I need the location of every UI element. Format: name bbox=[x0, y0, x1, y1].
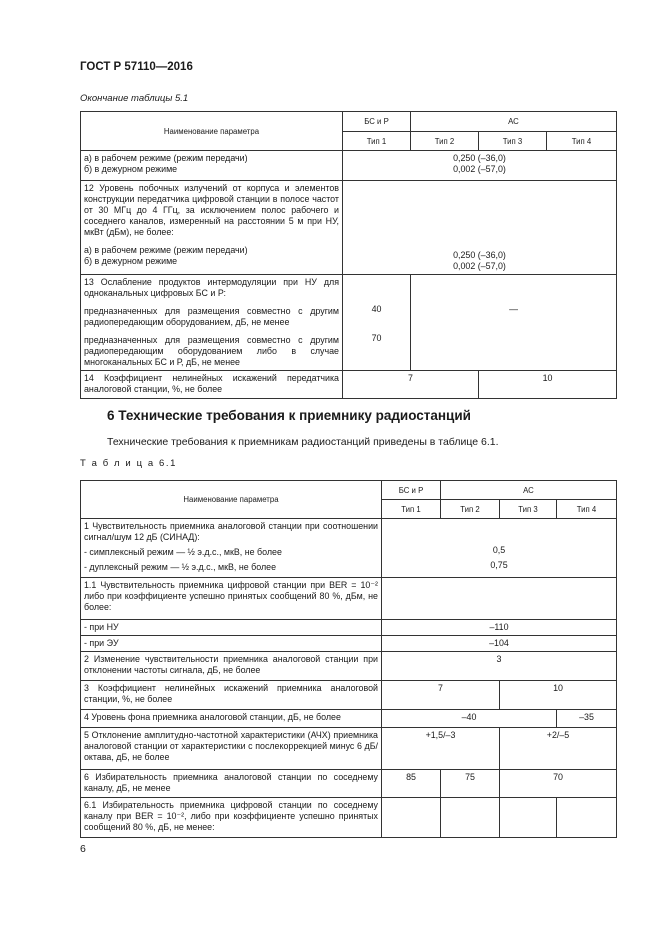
value-12-a: 0,250 (–36,0) bbox=[453, 250, 506, 260]
table-5-1 bbox=[80, 111, 617, 399]
header-bs: БС и Р bbox=[382, 481, 441, 500]
row-1-1-a: - при НУ bbox=[81, 620, 382, 636]
value-12-b: 0,002 (–57,0) bbox=[453, 261, 506, 271]
row-4: 4 Уровень фона приемника аналоговой станции, дБ, не более bbox=[81, 710, 382, 728]
value-14-v2: 10 bbox=[479, 371, 617, 399]
row-5 bbox=[81, 728, 382, 770]
value-13-v1: 40 bbox=[371, 304, 382, 314]
header-type1: Тип 1 bbox=[343, 132, 411, 151]
row-3 bbox=[81, 681, 382, 710]
value-1-1-a: –110 bbox=[382, 620, 617, 636]
table-5-1-caption: Окончание таблицы 5.1 bbox=[80, 93, 189, 104]
table-6-1-caption: Т а б л и ц а 6.1 bbox=[80, 458, 177, 469]
row-1-a: - симплексный режим — ½ э.д.с., мкВ, не более bbox=[84, 547, 282, 557]
value-13-bs bbox=[343, 275, 411, 371]
page-number: 6 bbox=[80, 843, 86, 855]
value-14-v1: 7 bbox=[343, 371, 479, 399]
row-5-title: 5 Отклонение амплитудно-частотной характеристики (АЧХ) приемника аналоговой станции от характеристики с послекоррекцией минус 6 дБ/октава, дБ, не более bbox=[84, 730, 378, 762]
value-12 bbox=[343, 181, 617, 275]
table-6-1 bbox=[80, 480, 617, 838]
row-1 bbox=[81, 519, 382, 578]
value-mode-b: 0,002 (–57,0) bbox=[453, 164, 506, 174]
value-13-v2: 70 bbox=[371, 333, 382, 343]
value-1-1 bbox=[382, 578, 617, 620]
value-1 bbox=[382, 519, 617, 578]
row-mode-b: б) в дежурном режиме bbox=[84, 164, 178, 174]
value-1-b: 0,75 bbox=[490, 560, 508, 570]
row-12-title: 12 Уровень побочных излучений от корпуса и элементов конструкции передатчика цифровой станции в полосе частот от 30 МГц до 4 ГГц, за исключением полос рабочего и соседнего каналов, измеренный на расстоянии 5 м при НУ, мкВт (дБм), не более: bbox=[84, 183, 339, 237]
header-type2: Тип 2 bbox=[411, 132, 479, 151]
row-1-b: - дуплексный режим — ½ э.д.с., мкВ, не более bbox=[84, 562, 277, 572]
document-header: ГОСТ Р 57110—2016 bbox=[80, 61, 193, 73]
row-2 bbox=[81, 652, 382, 681]
header-type4: Тип 4 bbox=[547, 132, 617, 151]
row-13-p1: предназначенных для размещения совместно с другим радиопередающим оборудованием, дБ, не менее bbox=[84, 306, 339, 327]
value-2: 3 bbox=[382, 652, 617, 681]
header-type1: Тип 1 bbox=[382, 500, 441, 519]
value-mode-a: 0,250 (–36,0) bbox=[453, 153, 506, 163]
row-13-title: 13 Ослабление продуктов интермодуляции при НУ для одноканальных цифровых БС и Р: bbox=[84, 277, 339, 298]
value-13-as bbox=[411, 275, 617, 371]
value-5-v2: +2/–5 bbox=[500, 728, 617, 770]
value-3-v2: 10 bbox=[500, 681, 617, 710]
header-type2: Тип 2 bbox=[441, 500, 500, 519]
row-1-1 bbox=[81, 578, 382, 620]
value-mode bbox=[343, 151, 617, 181]
value-1-1-b: –104 bbox=[382, 636, 617, 652]
header-param: Наименование параметра bbox=[81, 481, 382, 519]
row-6-1 bbox=[81, 798, 382, 838]
value-6-1-c4 bbox=[557, 798, 617, 838]
value-6-v3: 70 bbox=[500, 770, 617, 798]
header-type3: Тип 3 bbox=[500, 500, 557, 519]
header-type3: Тип 3 bbox=[479, 132, 547, 151]
row-12-a: а) в рабочем режиме (режим передачи) bbox=[84, 245, 248, 255]
row-6 bbox=[81, 770, 382, 798]
row-12-b: б) в дежурном режиме bbox=[84, 256, 178, 266]
header-bs: БС и Р bbox=[343, 112, 411, 132]
header-param: Наименование параметра bbox=[81, 112, 343, 151]
row-1-1-b: - при ЭУ bbox=[81, 636, 382, 652]
row-13 bbox=[81, 275, 343, 371]
row-1-title: 1 Чувствительность приемника аналоговой станции при соотношении сигнал/шум 12 дБ (СИНАД): bbox=[84, 521, 378, 542]
row-12 bbox=[81, 181, 343, 275]
value-13-dash: — bbox=[509, 304, 518, 314]
row-13-p2: предназначенных для размещения совместно с другим радиопередающим оборудованием либо в случае многоканальных БС и Р, дБ, не менее bbox=[84, 335, 339, 367]
value-5-v1: +1,5/–3 bbox=[382, 728, 500, 770]
value-3-v1: 7 bbox=[382, 681, 500, 710]
value-4-v2: –35 bbox=[557, 710, 617, 728]
row-3-title: 3 Коэффициент нелинейных искажений приемника аналоговой станции, %, не более bbox=[84, 683, 378, 704]
row-6-title: 6 Избирательность приемника аналоговой станции по соседнему каналу, дБ, не менее bbox=[84, 772, 378, 793]
row-14 bbox=[81, 371, 343, 399]
value-6-1-c3 bbox=[500, 798, 557, 838]
header-as: АС bbox=[411, 112, 617, 132]
value-1-a: 0,5 bbox=[492, 545, 506, 555]
value-6-1-c1 bbox=[382, 798, 441, 838]
row-1-1-title: 1.1 Чувствительность приемника цифровой станции при BER = 10⁻² либо при коэффициенте успешно принятых сообщений 80 %, дБм, не более: bbox=[84, 580, 378, 612]
value-6-1-c2 bbox=[441, 798, 500, 838]
value-6-v1: 85 bbox=[382, 770, 441, 798]
value-6-v2: 75 bbox=[441, 770, 500, 798]
row-14-title: 14 Коэффициент нелинейных искажений передатчика аналоговой станции, %, не более bbox=[84, 373, 339, 394]
header-as: АС bbox=[441, 481, 617, 500]
section-intro: Технические требования к приемникам радиостанций приведены в таблице 6.1. bbox=[107, 436, 499, 448]
header-type4: Тип 4 bbox=[557, 500, 617, 519]
value-4-v1: –40 bbox=[382, 710, 557, 728]
row-mode-cont bbox=[81, 151, 343, 181]
section-title: 6 Технические требования к приемнику радиостанций bbox=[107, 408, 471, 423]
row-mode-a: а) в рабочем режиме (режим передачи) bbox=[84, 153, 248, 163]
row-6-1-title: 6.1 Избирательность приемника цифровой станции по соседнему каналу при BER = 10⁻², либо при коэффициенте успешно принятых сообщений 80 %, дБ, не менее: bbox=[84, 800, 378, 832]
row-2-title: 2 Изменение чувствительности приемника аналоговой станции при отклонении частоты сигнала, дБ, не более bbox=[84, 654, 378, 675]
